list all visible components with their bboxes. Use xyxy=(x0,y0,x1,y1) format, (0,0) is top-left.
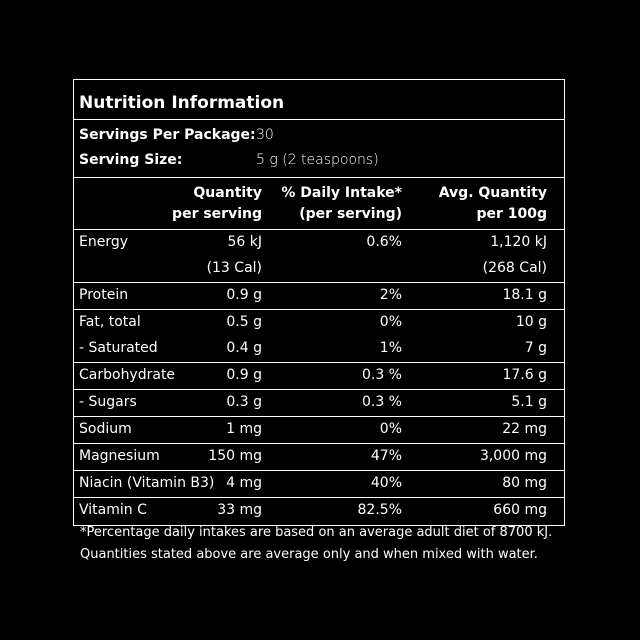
per-serving-value: 150 mg xyxy=(208,448,262,464)
daily-intake-value: 0% xyxy=(379,314,402,330)
servings-per-package-label: Servings Per Package: xyxy=(79,127,256,143)
table-row xyxy=(74,390,564,417)
per-serving-value: 33 mg xyxy=(217,502,262,518)
per-serving-value: 0.3 g xyxy=(226,394,262,410)
header-daily-intake xyxy=(281,183,402,225)
daily-intake-value: 82.5% xyxy=(357,502,402,518)
header-avg-line2: per 100g xyxy=(476,206,547,222)
daily-intake-value: 0% xyxy=(379,421,402,437)
per-serving-value: 1 mg xyxy=(226,421,262,437)
per-100g-value: 10 g xyxy=(515,314,547,330)
header-di-line2: (per serving) xyxy=(299,206,402,222)
nutrient-name: Energy xyxy=(79,234,129,250)
table-row xyxy=(74,417,564,444)
per-serving-value: 0.4 g xyxy=(226,340,262,356)
table-row xyxy=(74,498,564,525)
nutrient-name: Niacin (Vitamin B3) xyxy=(79,475,215,491)
daily-intake-value: 47% xyxy=(370,448,402,464)
footnote-line1: *Percentage daily intakes are based on an average adult diet of 8700 kJ. xyxy=(80,525,553,540)
per-100g-value: 5.1 g xyxy=(511,394,547,410)
per-100g-value: (268 Cal) xyxy=(482,260,547,276)
nutrient-name: Carbohydrate xyxy=(79,367,176,383)
nutrient-name: Protein xyxy=(79,287,129,303)
footnote-line2: Quantities stated above are average only and when mixed with water. xyxy=(80,547,538,562)
daily-intake-value: 2% xyxy=(379,287,402,303)
servings-per-package-value: 30 xyxy=(256,127,274,143)
footnote xyxy=(80,522,552,566)
table-row xyxy=(74,444,564,471)
nutrient-name: Sodium xyxy=(79,421,132,437)
daily-intake-value: 0.3 % xyxy=(361,367,402,383)
per-100g-value: 1,120 kJ xyxy=(490,234,547,250)
column-headers xyxy=(74,178,564,230)
per-100g-value: 80 mg xyxy=(502,475,547,491)
table-row xyxy=(74,471,564,498)
per-serving-value: 56 kJ xyxy=(227,234,262,250)
table-row xyxy=(74,363,564,390)
per-serving-value: (13 Cal) xyxy=(206,260,262,276)
nutrient-name: Magnesium xyxy=(79,448,160,464)
table-row xyxy=(74,230,564,283)
per-100g-value: 3,000 mg xyxy=(479,448,547,464)
per-100g-value: 7 g xyxy=(524,340,547,356)
nutrient-name: - Sugars xyxy=(79,394,137,410)
daily-intake-value: 1% xyxy=(379,340,402,356)
servings-section xyxy=(74,120,564,178)
nutrition-panel xyxy=(73,79,565,526)
header-qty-line2: per serving xyxy=(172,206,262,222)
header-di-line1: % Daily Intake* xyxy=(281,185,402,201)
header-avg-line1: Avg. Quantity xyxy=(438,185,547,201)
per-100g-value: 18.1 g xyxy=(502,287,547,303)
per-serving-value: 0.5 g xyxy=(226,314,262,330)
per-100g-value: 17.6 g xyxy=(502,367,547,383)
nutrient-rows xyxy=(74,230,564,525)
nutrient-name: Fat, total xyxy=(79,314,141,330)
daily-intake-value: 40% xyxy=(370,475,402,491)
per-serving-value: 0.9 g xyxy=(226,287,262,303)
per-serving-value: 0.9 g xyxy=(226,367,262,383)
header-avg-quantity xyxy=(439,183,547,225)
per-serving-value: 4 mg xyxy=(226,475,262,491)
per-100g-value: 22 mg xyxy=(502,421,547,437)
table-row xyxy=(74,310,564,363)
per-100g-value: 660 mg xyxy=(493,502,547,518)
daily-intake-value: 0.6% xyxy=(366,234,402,250)
header-quantity-per-serving xyxy=(172,183,262,225)
panel-title: Nutrition Information xyxy=(74,80,564,120)
serving-size-label: Serving Size: xyxy=(79,152,183,168)
header-qty-line1: Quantity xyxy=(193,185,262,201)
nutrient-name: - Saturated xyxy=(79,340,158,356)
table-row xyxy=(74,283,564,310)
serving-size-value: 5 g (2 teaspoons) xyxy=(256,152,379,168)
nutrient-name: Vitamin C xyxy=(79,502,147,518)
daily-intake-value: 0.3 % xyxy=(361,394,402,410)
